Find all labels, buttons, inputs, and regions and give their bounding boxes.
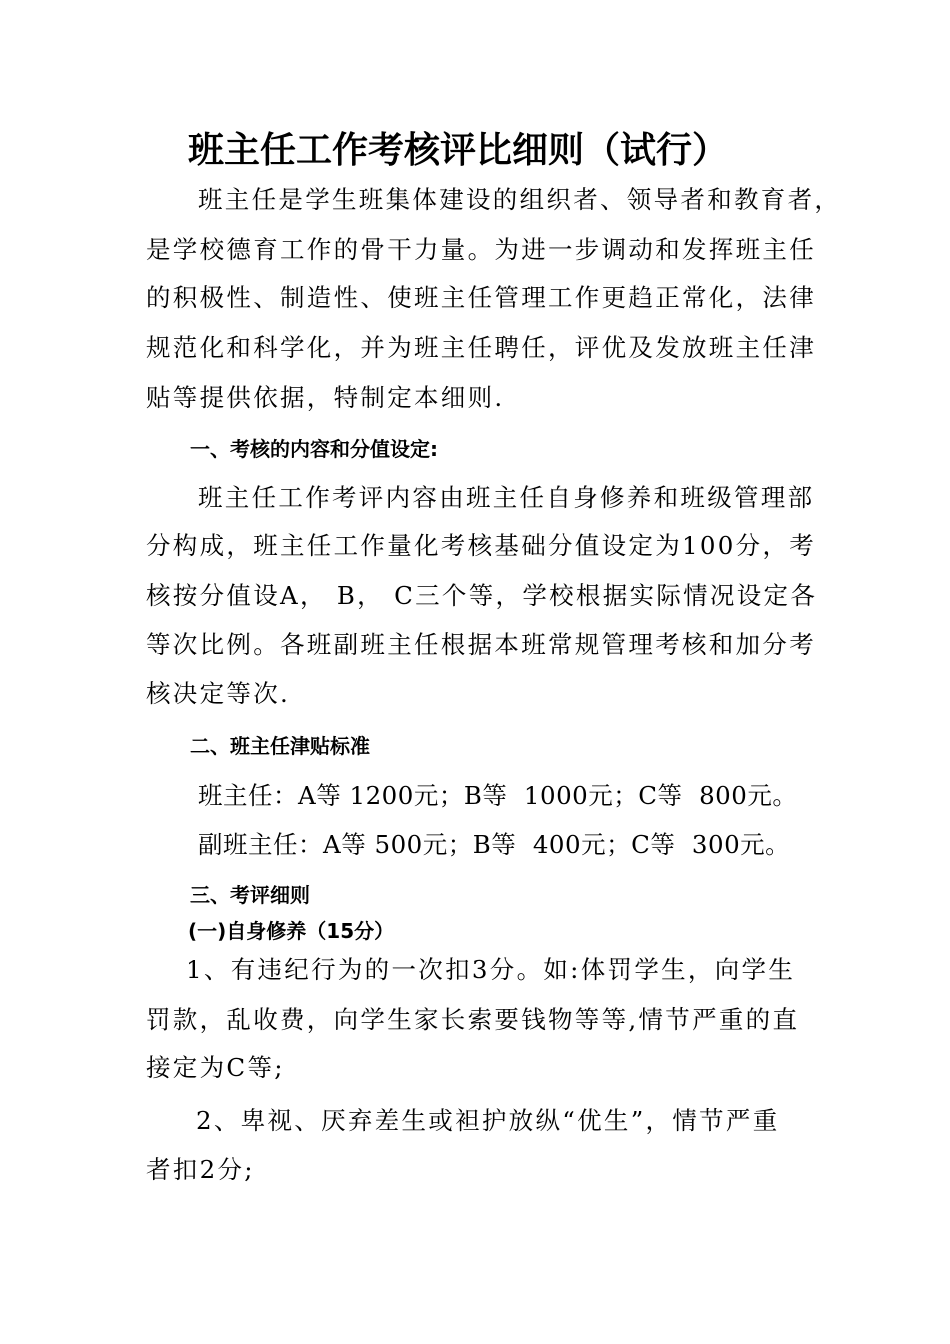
section-1-heading: 一、考核的内容和分值设定: xyxy=(190,437,438,461)
intro-line-1: 班主任是学生班集体建设的组织者、领导者和教育者， xyxy=(198,185,842,214)
document-title: 班主任工作考核评比细则（试行） xyxy=(188,129,729,171)
section-2-heading: 二、班主任津贴标准 xyxy=(190,734,370,758)
section-3-heading: 三、考评细则 xyxy=(190,883,310,907)
head-teacher-allowance: 班主任：A等 1200元；B等 1000元；C等 800元。 xyxy=(198,781,798,810)
section-3-subheading: (一)自身修养（15分） xyxy=(188,919,395,943)
item-1-line-2: 罚款，乱收费，向学生家长索要钱物等等,情节严重的直 xyxy=(146,1005,800,1034)
section-1-line-4: 等次比例。各班副班主任根据本班常规管理考核和加分考 xyxy=(146,630,816,659)
section-1-line-5: 核决定等次. xyxy=(146,679,291,708)
intro-line-5: 贴等提供依据，特制定本细则. xyxy=(146,383,505,412)
section-1-line-3: 核按分值设A， B， C三个等，学校根据实际情况设定各 xyxy=(146,581,818,610)
item-1-line-1: 1、有违纪行为的一次扣3分。如:体罚学生，向学生 xyxy=(186,955,796,984)
item-2-line-2: 者扣2分; xyxy=(146,1155,255,1184)
item-1-line-3: 接定为C等; xyxy=(146,1053,285,1082)
intro-line-3: 的积极性、制造性、使班主任管理工作更趋正常化，法律 xyxy=(146,283,816,312)
section-1-line-1: 班主任工作考评内容由班主任自身修养和班级管理部 xyxy=(198,483,815,512)
item-2-line-1: 2、卑视、厌弃差生或袒护放纵“优生”，情节严重 xyxy=(196,1106,780,1135)
intro-line-2: 是学校德育工作的骨干力量。为进一步调动和发挥班主任 xyxy=(146,235,816,264)
intro-line-4: 规范化和科学化，并为班主任聘任，评优及发放班主任津 xyxy=(146,333,816,362)
deputy-teacher-allowance: 副班主任：A等 500元；B等 400元；C等 300元。 xyxy=(198,830,791,859)
section-1-line-2: 分构成，班主任工作量化考核基础分值设定为100分，考 xyxy=(146,531,817,560)
